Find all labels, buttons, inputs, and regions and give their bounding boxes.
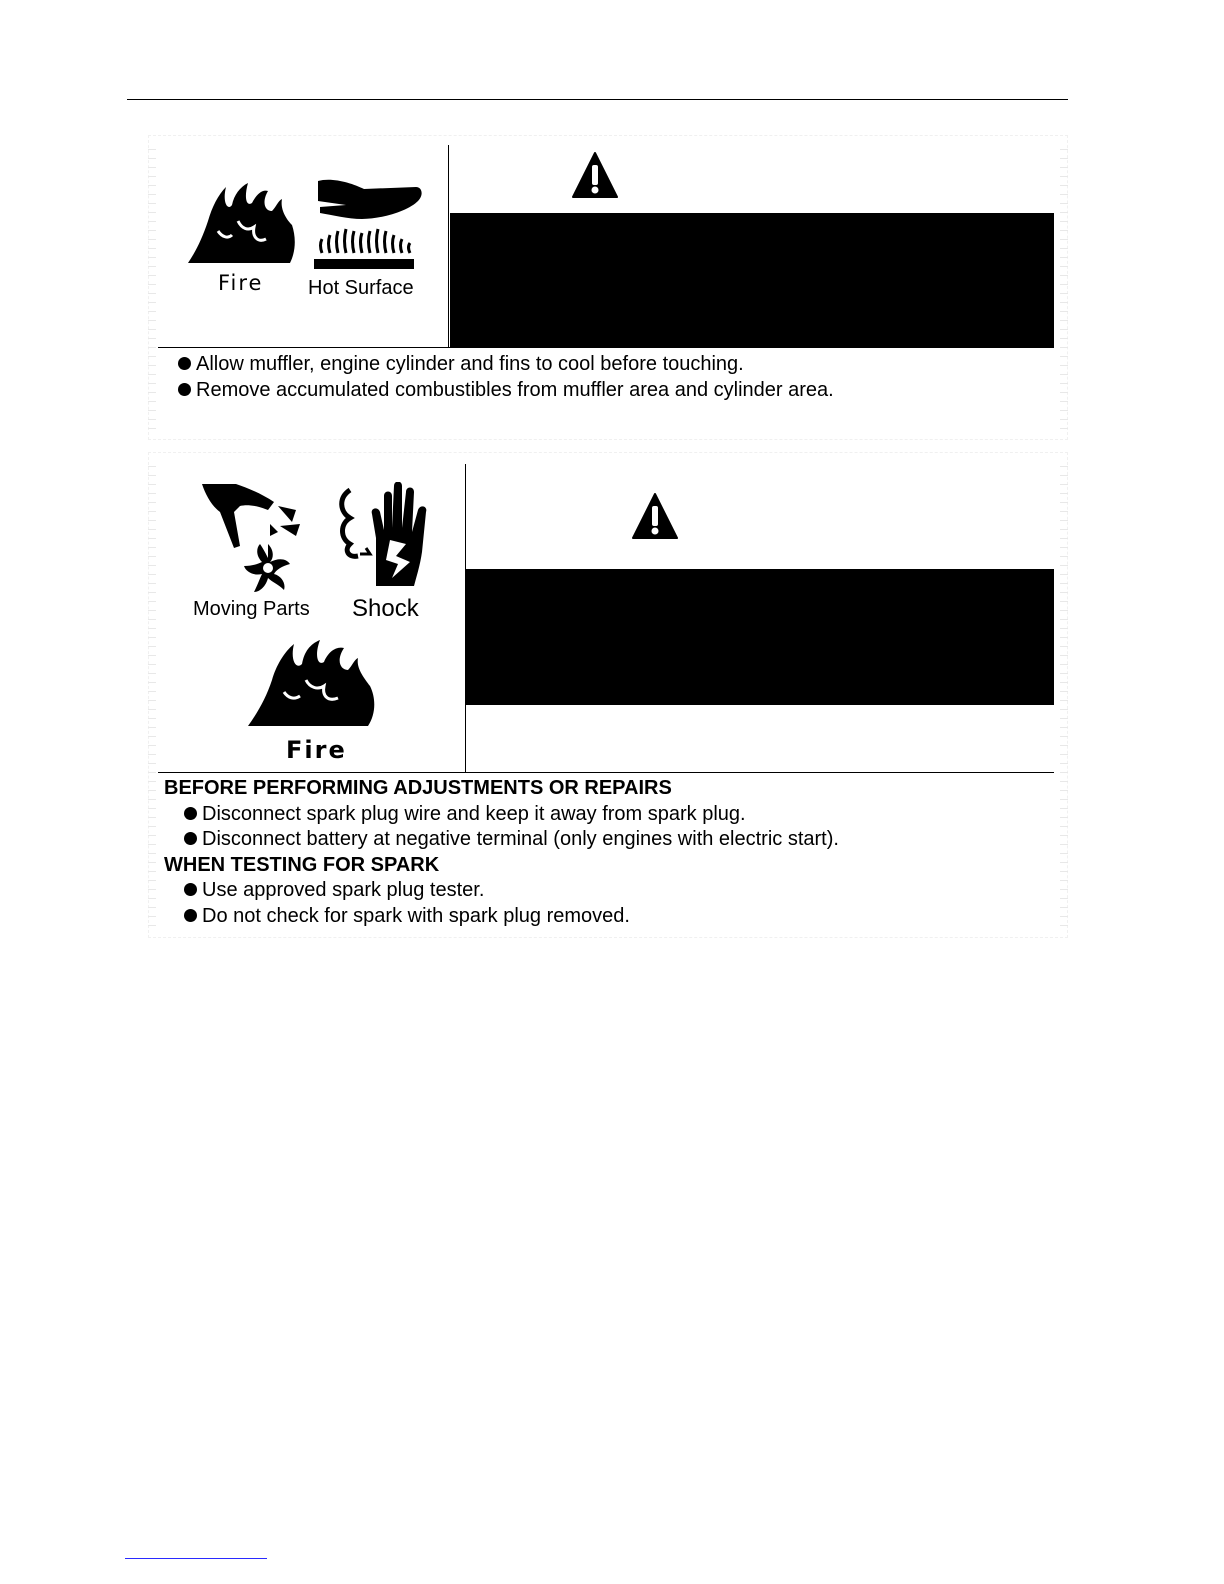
panel-edge-right xyxy=(1060,462,1068,932)
list-item: Disconnect spark plug wire and keep it away from spark plug. xyxy=(164,802,839,828)
list-item: Allow muffler, engine cylinder and fins to cool before touching. xyxy=(178,351,834,377)
bullet-icon xyxy=(178,357,191,370)
panel-divider xyxy=(448,145,449,347)
moving-parts-icon xyxy=(200,482,310,594)
list-item: Do not check for spark with spark plug removed. xyxy=(164,904,839,930)
list-item: Remove accumulated combustibles from muffler area and cylinder area. xyxy=(178,377,834,403)
signal-word-bar xyxy=(466,569,1054,705)
panel-edge-left xyxy=(148,462,156,932)
hazard-panel-hot-surface xyxy=(148,135,1068,440)
hazard-panel-moving-parts xyxy=(148,452,1068,944)
list-item: Use approved spark plug tester. xyxy=(164,878,839,904)
section-heading: WHEN TESTING FOR SPARK xyxy=(164,853,440,876)
bullet-icon xyxy=(184,807,197,820)
warning-triangle-icon xyxy=(572,151,618,199)
warning-triangle-icon xyxy=(632,492,678,540)
panel-edge-right xyxy=(1060,145,1068,430)
header-rule xyxy=(127,99,1068,100)
panel-rule xyxy=(158,772,1054,773)
fire-icon xyxy=(248,638,378,732)
fire-label: Fire xyxy=(218,271,264,295)
fire-icon xyxy=(188,181,298,271)
list-item: Disconnect battery at negative terminal (only engines with electric start). xyxy=(164,827,839,853)
hot-surface-icon xyxy=(312,175,427,275)
panel-edge-left xyxy=(148,145,156,430)
hazard-bullets xyxy=(178,351,834,403)
hazard-instructions xyxy=(164,776,839,930)
section-heading: BEFORE PERFORMING ADJUSTMENTS OR REPAIRS xyxy=(164,777,672,799)
shock-icon xyxy=(336,482,431,590)
panel-rule xyxy=(158,347,1054,348)
bullet-icon xyxy=(184,909,197,922)
hot-surface-label: Hot Surface xyxy=(308,277,414,299)
bullet-icon xyxy=(178,383,191,396)
bullet-icon xyxy=(184,832,197,845)
footer-link-underline[interactable] xyxy=(125,1558,267,1559)
signal-word-bar xyxy=(450,213,1054,347)
moving-parts-label: Moving Parts xyxy=(193,598,310,620)
bullet-icon xyxy=(184,883,197,896)
shock-label: Shock xyxy=(352,595,419,622)
fire-label: Fire xyxy=(286,736,347,764)
